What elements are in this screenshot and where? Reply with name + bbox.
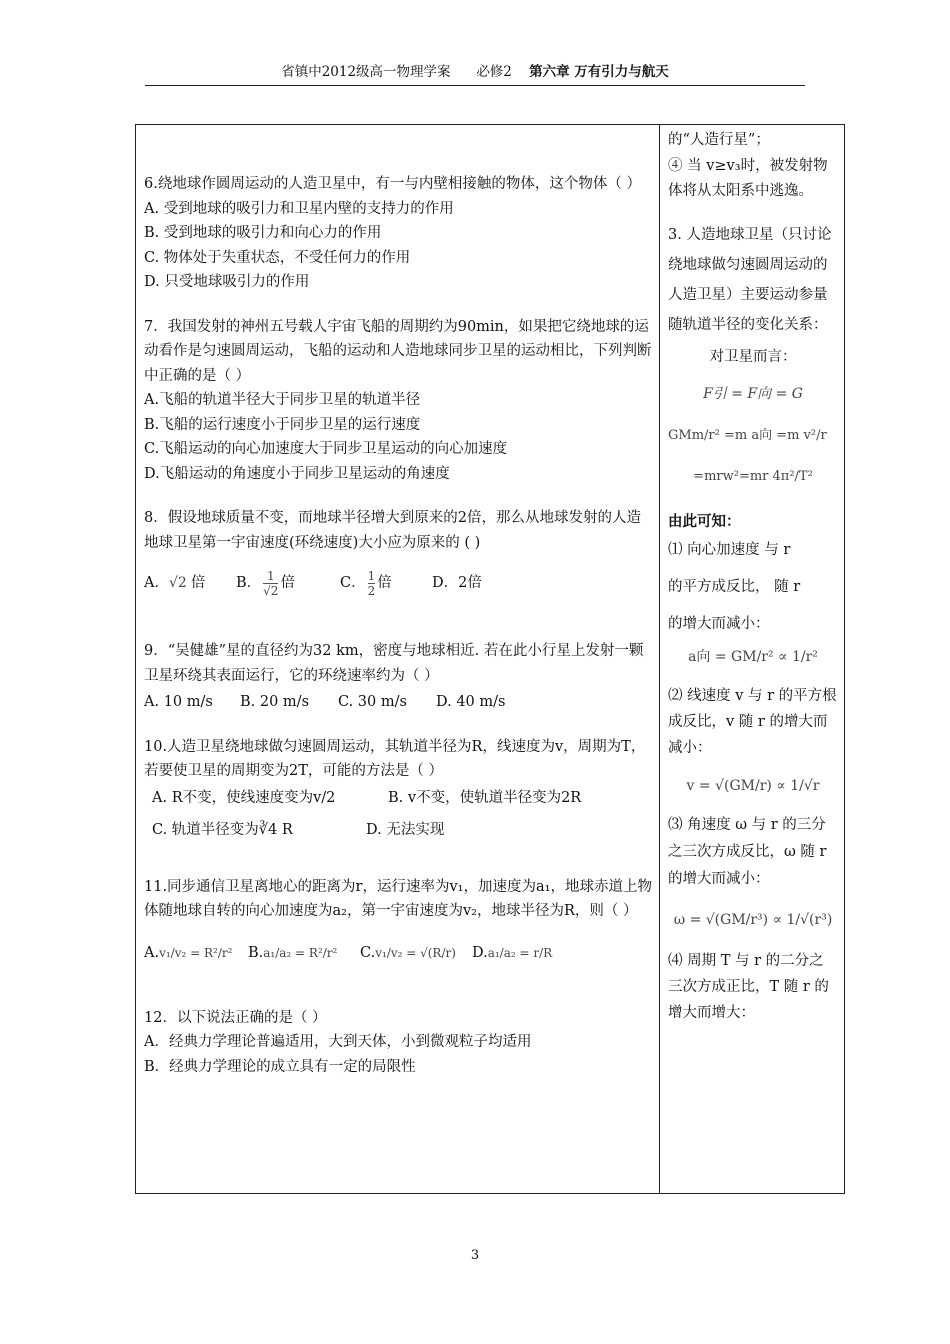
conclusion-heading: 由此可知： <box>668 513 741 530</box>
q8-stem: 8．假设地球质量不变，而地球半径增大到原来的2倍，那么从地球发射的人造地球卫星第一宇宙速度(环绕速度)大小应为原来的 ( ) <box>144 510 641 551</box>
q11-option-c <box>360 941 472 966</box>
conclusion-4: ⑷ 周期 T 与 r 的二分之三次方成正比，T 随 r 的增大而增大： <box>668 953 829 1021</box>
question-8 <box>144 506 652 605</box>
q8-b-label: B． <box>236 574 262 591</box>
q8-a-unit: 倍 <box>190 574 206 591</box>
formula-omega-t: =mrw²=mr 4π²/T² <box>693 469 813 484</box>
q11-option-a <box>144 941 248 966</box>
q8-b-num: 1 <box>266 568 275 583</box>
q11-d-expr: a₁/a₂ = r/R <box>487 946 553 961</box>
q10-stem: 10.人造卫星绕地球做匀速圆周运动，其轨道半径为R，线速度为v，周期为T，若要使卫星的周期变为2T，可能的方法是（ ） <box>144 738 646 779</box>
q9-option-a: A. 10 m/s <box>144 694 213 710</box>
conclusion-1-a: ⑴ 向心加速度 <box>668 542 760 558</box>
conclusion-1-d: 随 r <box>774 579 801 595</box>
q10-option-a: A. R不变，使线速度变为v/2 <box>152 789 336 806</box>
q11-a-label: A. <box>144 945 160 962</box>
q8-b-unit: 倍 <box>280 574 295 591</box>
q9-option-d: D. 40 m/s <box>436 694 506 710</box>
q8-a-value: √2 <box>168 574 187 591</box>
right-column <box>668 127 838 1026</box>
q10-options-row2 <box>144 818 652 843</box>
q11-b-expr: a₁/a₂ = R²/r² <box>263 946 338 961</box>
q9-options <box>144 690 652 715</box>
q8-c-den: 2 <box>367 583 376 598</box>
q11-option-b <box>248 941 360 966</box>
formula-angular: ω = √(GM/r³) ∝ 1/√(r³) <box>673 912 833 928</box>
q6-option-a: A. 受到地球的吸引力和卫星内壁的支持力的作用 <box>144 200 454 217</box>
right-line-2: ④ 当 v≥v₃时，被发射物体将从太阳系中逃逸。 <box>668 158 828 199</box>
q10-option-b: B. v不变，使轨道半径变为2R <box>388 789 582 806</box>
q7-option-d: D.飞船运动的角速度小于同步卫星运动的角速度 <box>144 465 450 482</box>
q10-option-d: D. 无法实现 <box>366 822 445 838</box>
header-rule <box>145 85 805 86</box>
right-line-1: 的“人造行星”； <box>668 132 770 148</box>
q11-a-expr: v₁/v₂ = R²/r² <box>159 946 233 961</box>
q11-stem: 11.同步通信卫星离地心的距离为r，运行速率为v₁，加速度为a₁，地球赤道上物体随地球自转的向心加速度为a₂，第一宇宙速度为v₂，地球半径为R，则（ ） <box>144 878 652 919</box>
question-10 <box>144 735 652 843</box>
q10-option-c: C. 轨道半径变为∛4 R <box>152 822 293 838</box>
q12-stem: 12．以下说法正确的是（ ） <box>144 1009 327 1026</box>
q11-d-label: D. <box>472 945 488 962</box>
q7-option-c: C.飞船运动的向心加速度大于同步卫星运动的向心加速度 <box>144 441 508 457</box>
q6-option-d: D. 只受地球吸引力的作用 <box>144 274 310 290</box>
conclusion-2: ⑵ 线速度 v 与 r 的平方根成反比，v 随 r 的增大而减小： <box>668 688 837 756</box>
question-12 <box>144 1006 652 1080</box>
q8-a-label: A． <box>144 574 169 591</box>
question-9 <box>144 639 652 715</box>
q6-stem: 6.绕地球作圆周运动的人造卫星中，有一与内壁相接触的物体，这个物体（ ） <box>144 176 641 192</box>
q8-option-b <box>236 569 340 598</box>
q8-option-d: D．2倍 <box>432 574 482 591</box>
column-divider <box>659 124 660 1194</box>
q12-option-b: B．经典力学理论的成立具有一定的局限性 <box>144 1058 416 1075</box>
q8-c-num: 1 <box>367 568 376 583</box>
conclusion-3: ⑶ 角速度 ω 与 r 的三分之三次方成反比，ω 随 r 的增大而减小： <box>668 817 827 887</box>
q6-option-b: B. 受到地球的吸引力和向心力的作用 <box>144 225 382 241</box>
q7-option-b: B.飞船的运行速度小于同步卫星的运行速度 <box>144 416 421 433</box>
q8-option-c <box>340 569 432 598</box>
q8-option-a <box>144 571 236 596</box>
right-satellite-intro: 对卫星而言： <box>709 349 797 365</box>
conclusion-1-cont <box>668 574 838 601</box>
q10-options-row1 <box>144 786 652 811</box>
q8-c-fraction <box>368 569 376 598</box>
conclusion-1-end: 的增大而减小： <box>668 616 770 632</box>
q11-c-label: C. <box>360 945 376 962</box>
left-column <box>144 172 652 1091</box>
q11-option-d <box>472 941 552 966</box>
q8-c-unit: 倍 <box>377 574 392 591</box>
question-11 <box>144 875 652 980</box>
page-number: 3 <box>470 1248 480 1263</box>
formula-velocity: v = √(GM/r) ∝ 1/√r <box>686 778 820 794</box>
header-book: 必修2 <box>476 64 512 80</box>
right-section-3: 3. 人造地球卫星（只讨论绕地球做匀速圆周运动的人造卫星）主要运动参量随轨道半径的变化关系： <box>668 227 832 333</box>
q9-option-b: B. 20 m/s <box>240 694 310 710</box>
q9-option-c: C. 30 m/s <box>338 694 407 710</box>
header-chapter: 第六章 万有引力与航天 <box>529 64 669 80</box>
q8-b-den: √2 <box>263 583 279 598</box>
q8-c-label: C． <box>340 574 366 591</box>
page-header <box>145 62 805 82</box>
question-7 <box>144 315 652 487</box>
q8-b-fraction <box>263 569 278 598</box>
formula-acceleration: a向 = GM/r² ∝ 1/r² <box>688 649 818 665</box>
question-6 <box>144 172 652 295</box>
conclusion-1 <box>668 537 838 564</box>
q7-stem: 7．我国发射的神州五号载人宇宙飞船的周期约为90min，如果把它绕地球的运动看作是匀速圆周运动，飞船的运动和人造地球同步卫星的运动相比，下列判断中正确的是（ ） <box>144 318 652 384</box>
q9-stem: 9．“吴健雄”星的直径约为32 km，密度与地球相近. 若在此小行星上发射一颗卫星环绕其表面运行，它的环绕速率约为（ ） <box>144 643 644 684</box>
q11-b-label: B. <box>248 945 264 962</box>
formula-force: F引 = F向 = G <box>703 386 803 402</box>
conclusion-1-c: 的平方成反比， <box>668 579 770 595</box>
conclusion-1-b: 与 r <box>764 542 791 558</box>
formula-gmm: GMm/r² =m a向 =m v²/r <box>668 428 827 443</box>
q11-c-expr: v₁/v₂ = √(R/r) <box>375 946 456 961</box>
q7-option-a: A.飞船的轨道半径大于同步卫星的轨道半径 <box>144 392 421 408</box>
q6-option-c: C. 物体处于失重状态，不受任何力的作用 <box>144 249 411 266</box>
header-school: 省镇中2012级高一物理学案 <box>281 64 451 80</box>
q12-option-a: A．经典力学理论普遍适用，大到天体，小到微观粒子均适用 <box>144 1034 532 1050</box>
q11-options <box>144 928 652 980</box>
q8-options <box>144 561 652 605</box>
